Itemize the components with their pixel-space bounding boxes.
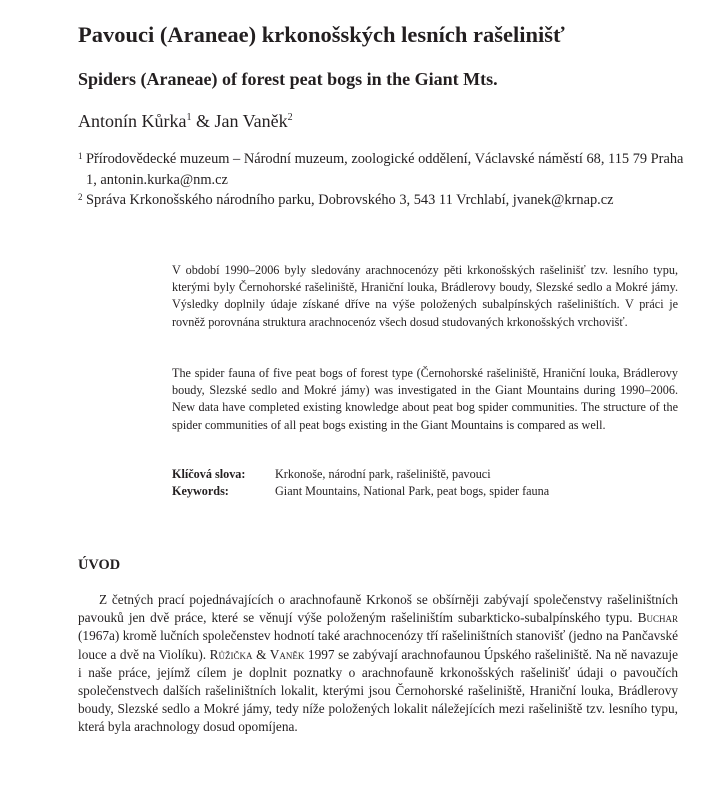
author-1-name: Antonín Kůrka — [78, 111, 187, 131]
abstract-czech: V období 1990–2006 byly sledovány arachnocenózy pěti krkonošských rašelinišť tzv. lesního typu, kterými byly Černohorské rašeliniště, Hraniční louka, Brádlerovy boudy, Slezské sedlo a Mokré jámy. Výsledky doplnily údaje získané dříve na výše položených subalpínských rašeliništích. V práci je rovněž porovnána struktura arachnocenóz všech dosud studovaných krkonošských vrchovišť. — [172, 263, 678, 329]
affiliation-2 — [78, 190, 696, 211]
author-2-affiliation-mark: 2 — [287, 112, 293, 123]
authors-line — [78, 108, 293, 134]
title-czech: Pavouci (Araneae) krkonošských lesních rašelinišť — [78, 22, 565, 47]
affiliation-1 — [78, 149, 696, 190]
affiliation-2-number: 2 — [78, 192, 83, 202]
affiliation-1-text: Přírodovědecké muzeum – Národní muzeum, zoologické oddělení, Václavské náměstí 68, 115 79 Praha 1, antonin.kurka@nm.cz — [86, 151, 684, 188]
abstract-english: The spider fauna of five peat bogs of forest type (Černohorské rašeliniště, Hraniční louka, Brádlerovy boudy, Slezské sedlo and Mokré jámy) was investigated in the Giant Mountains during 1990–2006. New data have completed existing knowledge about peat bog spider communities. The structure of the spider communities of all peat bogs existing in the Giant Mountains is compared as well. — [172, 366, 678, 432]
affiliation-2-text: Správa Krkonošského národního parku, Dobrovského 3, 543 11 Vrchlabí, jvanek@krnap.cz — [86, 192, 614, 208]
keywords-czech-value: Krkonoše, národní park, rašeliniště, pavouci — [275, 467, 491, 481]
intro-text-part-1: Z četných prací pojednávajících o arachnofauně Krkonoš se obšírněji zabývají společenstvy rašeliništních pavouků jen dvě práce, které se věnují výše položeným rašeliništím subarkticko-subalpínského typu. — [78, 592, 678, 626]
title-english: Spiders (Araneae) of forest peat bogs in the Giant Mts. — [78, 69, 498, 89]
author-2-name: Jan Vaněk — [214, 111, 288, 131]
intro-text-part-3: 1997 se zabývají arachnofaunou Úpského rašeliniště. Na ně navazuje i naše práce, jejímž cílem je doplnit poznatky o arachnofauně krkonošských rašelinišť údaji o pavoučích společenstvech dalších rašeliništních lokalit, kterými jsou Černohorské rašeliniště, Hraniční louka, Brádlerovy boudy, Slezské sedlo a Mokré jámy, tedy níže položených lokalit náležejících mezi rašeliniště tzv. lesního typu, která byla arachnology dosud opomíjena. — [78, 646, 679, 735]
citation-buchar: Buchar — [637, 610, 678, 626]
intro-text-part-2: (1967a) kromě lučních společenstev hodnotí také arachnocenózy tří rašeliništních stanovišť (jedno na Pančavské louce a dvě na Violíku). — [78, 628, 678, 662]
affiliation-1-number: 1 — [78, 151, 83, 161]
author-1-affiliation-mark: 1 — [186, 112, 192, 123]
keywords-english-value: Giant Mountains, National Park, peat bogs, spider fauna — [275, 484, 550, 498]
author-separator: & — [191, 111, 215, 131]
keywords-english-label: Keywords: — [172, 484, 229, 498]
keywords-czech-label: Klíčová slova: — [172, 467, 246, 481]
citation-ruzicka-vanek: Růžička & Vaněk — [209, 646, 305, 662]
section-heading-introduction: ÚVOD — [78, 557, 121, 573]
introduction-paragraph — [78, 591, 678, 737]
